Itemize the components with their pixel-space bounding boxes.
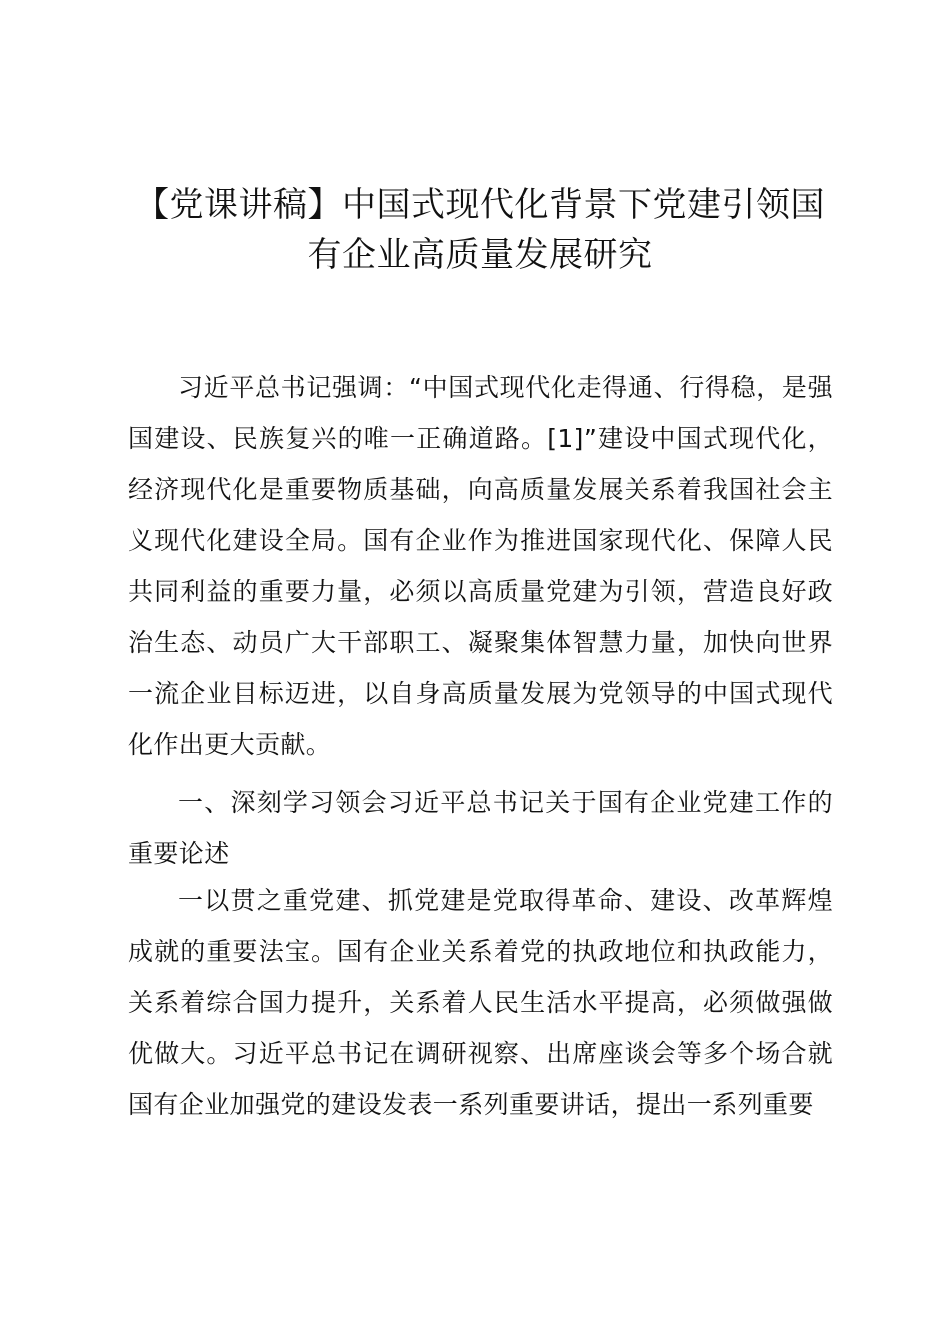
title-line-2: 有企业高质量发展研究 [307,235,653,275]
title-line-1: 【党课讲稿】中国式现代化背景下党建引领国 [135,185,825,225]
body-paragraph-intro: 习近平总书记强调：“中国式现代化走得通、行得稳，是强国建设、民族复兴的唯一正确道路。[1]”建设中国式现代化，经济现代化是重要物质基础，向高质量发展关系着我国社会主义现代化建设全局。国有企业作为推进国家现代化、保障人民共同利益的重要力量，必须以高质量党建为引领，营造良好政治生态、动员广大干部职工、凝聚集体智慧力量，加快向世界一流企业目标迈进，以自身高质量发展为党领导的中国式现代化作出更大贡献。 [128,373,833,759]
section-heading-1: 一、深刻学习领会习近平总书记关于国有企业党建工作的重要论述 [128,788,833,868]
document-title [100,180,860,280]
body-paragraph-section-1: 一以贯之重党建、抓党建是党取得革命、建设、改革辉煌成就的重要法宝。国有企业关系着党的执政地位和执政能力，关系着综合国力提升，关系着人民生活水平提高，必须做强做优做大。习近平总书记在调研视察、出席座谈会等多个场合就国有企业加强党的建设发表一系列重要讲话，提出一系列重要 [128,886,833,1119]
